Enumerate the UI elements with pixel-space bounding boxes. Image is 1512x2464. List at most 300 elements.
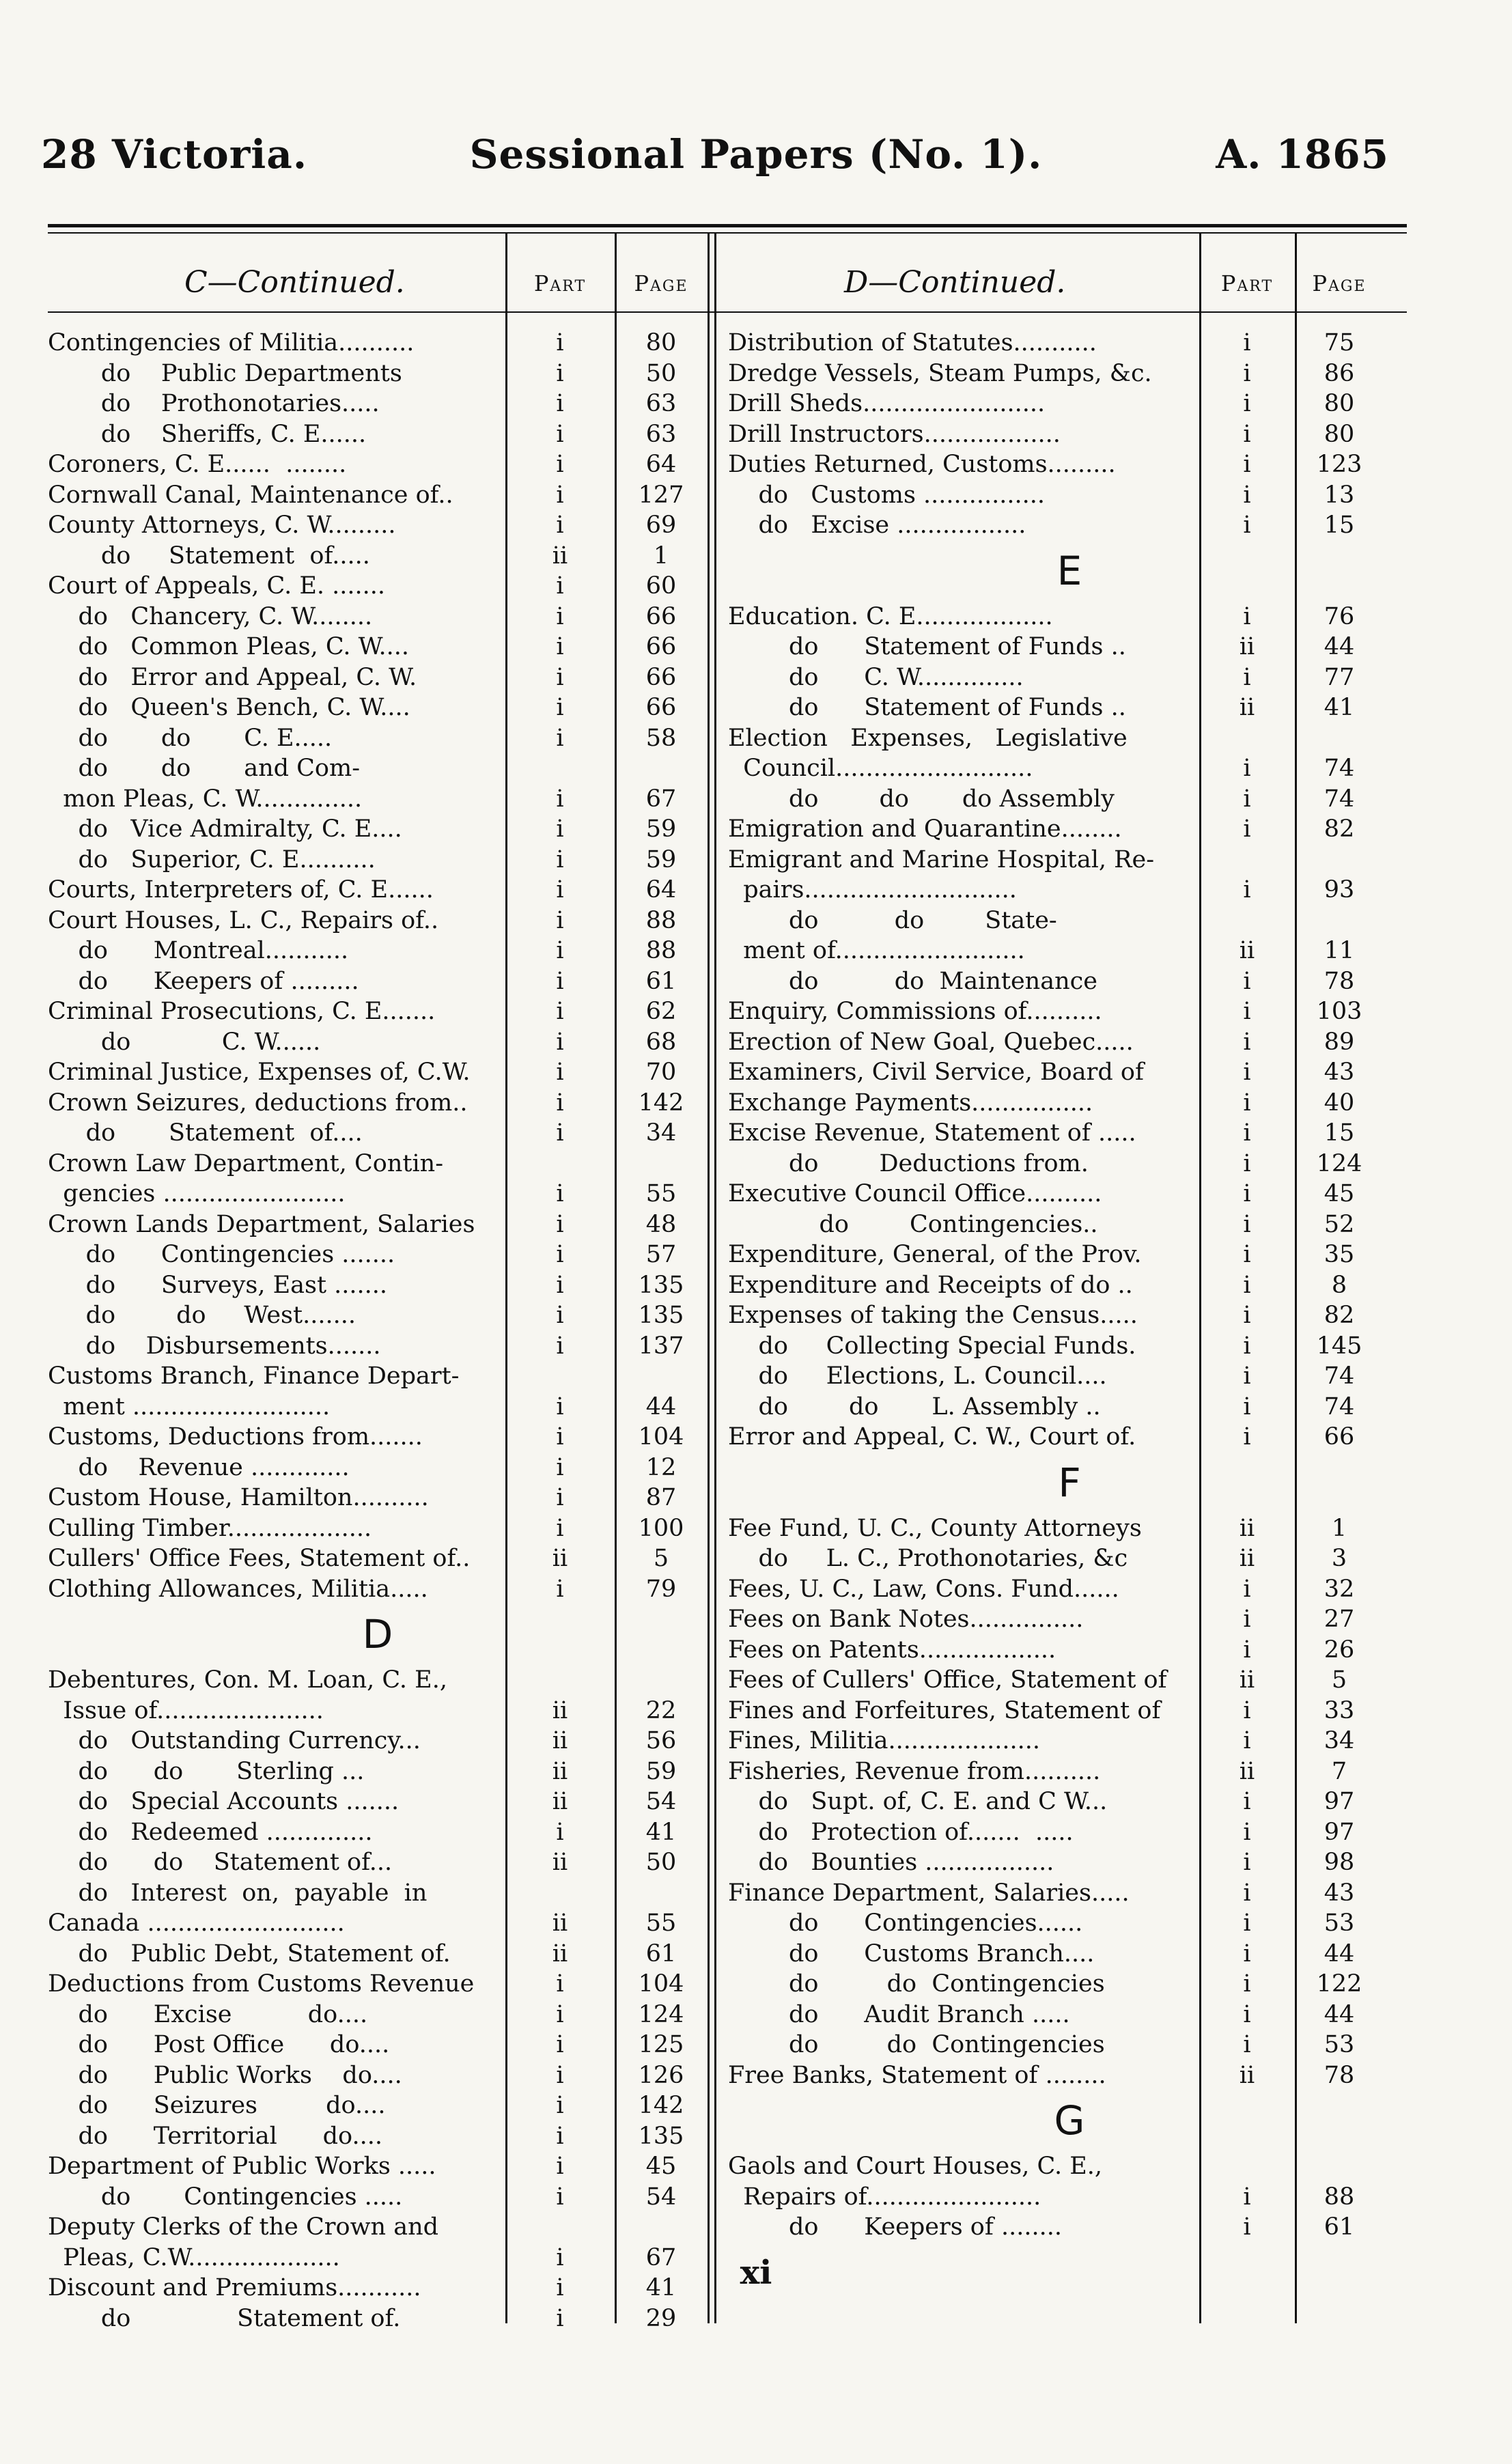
entry-text: do Chancery, C. W........ [48,602,373,630]
index-entry [48,1209,708,1240]
index-entry [48,784,708,815]
entry-text: mon Pleas, C. W.............. [48,785,363,813]
index-entry [728,1392,1411,1423]
index-entry [728,996,1411,1027]
entry-part: i [1243,1636,1251,1664]
index-entry [48,1513,708,1544]
entry-page: 97 [1324,1818,1355,1846]
index-entry [48,1726,708,1756]
entry-text: do do Contingencies [728,1970,1105,1998]
entry-text: Debentures, Con. M. Loan, C. E., [48,1666,447,1694]
entry-text: Education. C. E.................. [728,602,1053,630]
entry-part: i [1243,1392,1251,1420]
index-entry [48,2212,708,2243]
index-entry [48,359,708,389]
section-letter: G [1054,2097,1085,2144]
entry-text: Fees on Bank Notes............... [728,1606,1084,1633]
entry-part: i [1243,1606,1251,1633]
entry-part: ii [552,1909,568,1937]
entry-page: 34 [1324,1727,1355,1754]
entry-part: i [1243,2000,1251,2028]
index-entry [728,845,1411,876]
entry-text: do do Statement of... [48,1849,393,1876]
entry-part: i [556,1332,564,1360]
entry-part: i [1243,1028,1251,1056]
index-entry [728,1331,1411,1362]
entry-text: do Seizures do.... [48,2092,386,2119]
index-entry [728,359,1411,389]
entry-text: Election Expenses, Legislative [728,724,1128,752]
entry-part: i [1243,663,1251,691]
entry-page: 45 [1324,1180,1355,1207]
entry-part: i [1243,1241,1251,1268]
index-entry [728,662,1411,693]
entry-part: i [556,2061,564,2089]
entry-part: i [556,785,564,813]
index-entry [48,996,708,1027]
index-entry [48,723,708,754]
entry-text: Court Houses, L. C., Repairs of.. [48,906,439,934]
index-entry [48,1392,708,1423]
entry-part: i [556,2304,564,2332]
entry-text: do Surveys, East ....... [48,1271,388,1299]
entry-part: i [1243,1909,1251,1937]
index-entry [48,1908,708,1939]
entry-page: 100 [638,1514,684,1542]
entry-page: 67 [645,785,677,813]
entry-part: i [556,2031,564,2058]
entry-text: do Contingencies ..... [48,2183,403,2211]
entry-part: ii [552,1727,568,1754]
entry-text: ment .......................... [48,1392,331,1420]
entry-part: i [556,451,564,478]
entry-text: Cullers' Office Fees, Statement of.. [48,1545,471,1572]
entry-part: ii [552,1940,568,1968]
entry-page: 88 [645,906,677,934]
index-entry [48,814,708,845]
index-entry [728,1665,1411,1696]
entry-text: Contingencies of Militia.......... [48,329,415,356]
entry-text: Customs Branch, Finance Depart- [48,1362,460,1390]
index-entry [48,875,708,906]
index-entry [48,2121,708,2152]
entry-part: i [1243,602,1251,630]
entry-text: Coroners, C. E...... ........ [48,451,347,478]
entry-text: Fees, U. C., Law, Cons. Fund...... [728,1575,1119,1603]
entry-part: i [1243,1089,1251,1117]
index-entry [728,2182,1411,2213]
entry-part: i [1243,451,1251,478]
entry-page: 34 [645,1119,677,1147]
entry-page: 124 [638,2000,684,2028]
entry-page: 68 [645,1028,677,1056]
entry-part: i [556,512,564,539]
entry-part: ii [1239,937,1255,964]
index-entry [728,753,1411,784]
entry-page: 54 [645,2183,677,2211]
entry-page: 79 [645,1575,677,1603]
index-entry [48,1543,708,1574]
entry-text: do Statement of.... [48,1119,363,1147]
entry-page: 33 [1324,1696,1355,1724]
entry-text: do Protection of....... ..... [728,1818,1074,1846]
index-entry [728,1179,1411,1209]
entry-text: Criminal Prosecutions, C. E....... [48,998,436,1025]
left-index-column [48,328,708,2334]
entry-page: 66 [1324,1423,1355,1451]
entry-text: do Customs Branch.... [728,1940,1095,1968]
section-letter-heading [728,2090,1411,2151]
entry-page: 78 [1324,967,1355,995]
entry-page: 53 [1324,1909,1355,1937]
center-divider-b [714,234,716,2323]
index-entry [48,328,708,359]
running-head-year: A. 1865 [1216,131,1389,178]
entry-text: Issue of...................... [48,1696,324,1724]
index-entry [48,1878,708,1909]
entry-part: i [556,998,564,1025]
index-entry [728,723,1411,754]
entry-text: Free Banks, Statement of ........ [728,2061,1106,2089]
entry-text: Excise Revenue, Statement of ..... [728,1119,1136,1147]
entry-part: i [1243,785,1251,813]
index-entry [728,875,1411,906]
entry-page: 86 [1324,359,1355,387]
entry-part: i [1243,420,1251,448]
index-entry [728,419,1411,450]
left-section-label: C—Continued. [184,265,405,300]
entry-page: 135 [638,1302,684,1329]
entry-part: i [556,390,564,417]
index-entry [48,389,708,419]
entry-text: do do L. Assembly .. [728,1392,1101,1420]
entry-part: i [556,1423,564,1451]
entry-page: 61 [645,967,677,995]
entry-page: 137 [638,1332,684,1360]
entry-text: do Interest on, payable in [48,1879,428,1907]
entry-page: 89 [1324,1028,1355,1056]
index-entry [728,2000,1411,2030]
entry-page: 63 [645,390,677,417]
entry-part: i [556,906,564,934]
entry-part: ii [552,1849,568,1876]
entry-text: Customs, Deductions from....... [48,1423,423,1451]
entry-text: Examiners, Civil Service, Board of [728,1059,1144,1086]
entry-part: i [1243,1879,1251,1907]
entry-page: 27 [1324,1606,1355,1633]
entry-part: ii [552,1696,568,1724]
index-entry [728,510,1411,541]
index-entry [728,1240,1411,1270]
index-entry [48,2060,708,2091]
right-column-head [728,258,1411,306]
index-entry [48,1027,708,1058]
entry-text: Enquiry, Commissions of.......... [728,998,1102,1025]
entry-text: do do and Com- [48,755,361,782]
entry-page: 80 [645,329,677,356]
entry-part: i [556,1453,564,1481]
entry-page: 67 [645,2243,677,2271]
index-entry [48,2151,708,2182]
entry-page: 50 [645,359,677,387]
entry-part: i [1243,1332,1251,1360]
entry-text: do Statement of Funds .. [728,633,1126,660]
entry-page: 142 [638,2092,684,2119]
index-entry [728,1149,1411,1179]
entry-page: 127 [638,481,684,509]
entry-text: do Elections, L. Council.... [728,1362,1107,1390]
entry-part: i [556,1970,564,1998]
entry-page: 58 [645,724,677,752]
entry-page: 55 [645,1909,677,1937]
index-entry [728,784,1411,815]
entry-part: ii [1239,694,1255,721]
entry-part: i [556,694,564,721]
entry-part: i [556,1089,564,1117]
index-entry [48,692,708,723]
index-entry [48,1240,708,1270]
index-entry [728,449,1411,480]
entry-text: do Contingencies ....... [48,1241,395,1268]
top-rule-thin [48,232,1407,234]
entry-part: i [556,1119,564,1147]
index-entry [728,1270,1411,1301]
entry-text: Duties Returned, Customs......... [728,451,1116,478]
index-entry [48,541,708,572]
index-entry [728,2060,1411,2091]
entry-page: 29 [645,2304,677,2332]
index-entry [728,602,1411,632]
entry-text: Exchange Payments................ [728,1089,1093,1117]
entry-part: i [556,602,564,630]
entry-page: 57 [645,1241,677,1268]
entry-part: ii [552,1545,568,1572]
index-entry [48,1179,708,1209]
entry-part: i [556,1818,564,1846]
entry-page: 15 [1324,1119,1355,1147]
entry-page: 41 [645,1818,677,1846]
entry-text: do Contingencies...... [728,1909,1083,1937]
index-entry [48,662,708,693]
entry-page: 126 [638,2061,684,2089]
index-entry [728,2212,1411,2243]
entry-part: i [1243,2031,1251,2058]
entry-text: Expenditure and Receipts of do .. [728,1271,1133,1299]
entry-page: 135 [638,1271,684,1299]
entry-page: 82 [1324,1302,1355,1329]
entry-part: i [556,1210,564,1238]
entry-text: Crown Seizures, deductions from.. [48,1089,468,1117]
entry-page: 15 [1324,512,1355,539]
entry-text: do Error and Appeal, C. W. [48,663,417,691]
entry-text: Clothing Allowances, Militia..... [48,1575,428,1603]
entry-page: 32 [1324,1575,1355,1603]
index-entry [48,936,708,966]
entry-text: do Keepers of ......... [48,967,359,995]
index-entry [728,1361,1411,1392]
entry-part: i [556,572,564,600]
entry-text: Council.......................... [728,755,1033,782]
entry-page: 145 [1316,1332,1362,1360]
index-entry [728,1726,1411,1756]
entry-part: i [1243,1271,1251,1299]
entry-part: i [556,1514,564,1542]
index-entry [48,2090,708,2121]
entry-page: 45 [645,2153,677,2180]
index-entry [48,1149,708,1179]
entry-page: 60 [645,572,677,600]
entry-text: do Outstanding Currency... [48,1727,421,1754]
section-letter: D [362,1611,393,1657]
entry-page: 55 [645,1180,677,1207]
entry-page: 3 [1331,1545,1347,1572]
entry-part: i [556,1392,564,1420]
index-entry [48,1665,708,1696]
entry-part: i [1243,1302,1251,1329]
entry-text: do Common Pleas, C. W.... [48,633,409,660]
index-entry [48,1939,708,1970]
entry-page: 48 [645,1210,677,1238]
entry-text: do Montreal........... [48,937,349,964]
entry-text: do C. W...... [48,1028,321,1056]
entry-part: i [1243,1149,1251,1177]
entry-text: do Queen's Bench, C. W.... [48,694,410,721]
index-entry [728,2151,1411,2182]
entry-text: do Audit Branch ..... [728,2000,1070,2028]
entry-text: do Contingencies.. [728,1210,1098,1238]
entry-part: i [1243,1788,1251,1815]
entry-page: 66 [645,602,677,630]
entry-text: Deductions from Customs Revenue [48,1970,475,1998]
entry-page: 104 [638,1970,684,1998]
entry-text: do Sheriffs, C. E...... [48,420,367,448]
entry-page: 66 [645,663,677,691]
running-head-title: Sessional Papers (No. 1). [469,131,1043,178]
entry-page: 1 [653,542,669,570]
index-entry [728,1118,1411,1149]
index-entry [48,1696,708,1726]
index-entry [48,449,708,480]
entry-part: i [556,845,564,873]
index-entry [728,1088,1411,1119]
index-entry [48,1270,708,1301]
index-entry [48,1756,708,1787]
index-entry [728,632,1411,662]
index-entry [728,1300,1411,1331]
entry-text: do Vice Admiralty, C. E.... [48,815,402,843]
entry-part: i [556,967,564,995]
index-entry [728,1939,1411,1970]
entry-text: do do Contingencies [728,2031,1105,2058]
entry-part: ii [552,542,568,570]
entry-part: i [556,1302,564,1329]
entry-text: ment of......................... [728,937,1025,964]
entry-part: i [1243,329,1251,356]
entry-text: do Disbursements....... [48,1332,381,1360]
entry-part: i [1243,1362,1251,1390]
index-entry [48,1361,708,1392]
entry-text: do do West....... [48,1302,356,1329]
entry-part: i [556,1271,564,1299]
entry-part: i [556,2153,564,2180]
entry-text: do Excise ................. [728,512,1026,539]
index-entry [728,906,1411,936]
entry-text: do Public Debt, Statement of. [48,1940,451,1968]
entry-part: i [1243,1210,1251,1238]
entry-text: Erection of New Goal, Quebec..... [728,1028,1134,1056]
entry-text: Court of Appeals, C. E. ....... [48,572,385,600]
entry-part: i [556,1241,564,1268]
entry-text: Courts, Interpreters of, C. E...... [48,876,434,904]
index-entry [48,1453,708,1483]
entry-page: 93 [1324,876,1355,904]
entry-text: do Post Office do.... [48,2031,390,2058]
index-entry [728,1787,1411,1817]
entry-page: 43 [1324,1059,1355,1086]
entry-page: 75 [1324,329,1355,356]
entry-text: do Public Works do.... [48,2061,402,2089]
entry-page: 74 [1324,1392,1355,1420]
entry-text: do Customs ................ [728,481,1046,509]
entry-part: ii [552,1757,568,1785]
entry-text: do do C. E..... [48,724,333,752]
entry-text: do Excise do.... [48,2000,368,2028]
entry-page: 88 [1324,2183,1355,2211]
entry-page: 11 [1324,937,1355,964]
entry-text: do Statement of Funds .. [728,694,1126,721]
entry-part: i [556,359,564,387]
entry-text: do Supt. of, C. E. and C W... [728,1788,1108,1815]
entry-text: do Deductions from. [728,1149,1089,1177]
entry-text: Fees on Patents.................. [728,1636,1056,1664]
entry-part: i [1243,2183,1251,2211]
entry-text: do Revenue ............. [48,1453,350,1481]
entry-text: Distribution of Statutes........... [728,329,1097,356]
right-part-label: Part [1220,270,1274,296]
index-entry [728,1908,1411,1939]
entry-page: 77 [1324,663,1355,691]
entry-page: 41 [1324,694,1355,721]
entry-part: i [1243,967,1251,995]
entry-part: i [1243,1727,1251,1754]
entry-page: 80 [1324,390,1355,417]
entry-part: i [1243,1849,1251,1876]
index-entry [728,328,1411,359]
entry-part: ii [1239,1757,1255,1785]
entry-page: 70 [645,1059,677,1086]
entry-text: County Attorneys, C. W......... [48,512,396,539]
entry-part: ii [1239,2061,1255,2089]
entry-page: 1 [1331,1514,1347,1542]
entry-text: do Redeemed .............. [48,1818,373,1846]
index-entry [48,1817,708,1848]
entry-page: 98 [1324,1849,1355,1876]
top-rule-thick [48,224,1407,227]
entry-text: do Bounties ................. [728,1849,1054,1876]
section-letter-heading [728,541,1411,602]
entry-page: 76 [1324,602,1355,630]
entry-part: i [1243,815,1251,843]
left-part-label: Part [533,270,587,296]
entry-text: gencies ........................ [48,1180,346,1207]
section-letter-heading [728,1453,1411,1513]
entry-part: i [1243,1423,1251,1451]
running-head-left: 28 Victoria. [41,131,308,178]
entry-text: Cornwall Canal, Maintenance of.. [48,481,453,509]
entry-page: 61 [645,1940,677,1968]
entry-part: i [556,1484,564,1511]
entry-page: 125 [638,2031,684,2058]
